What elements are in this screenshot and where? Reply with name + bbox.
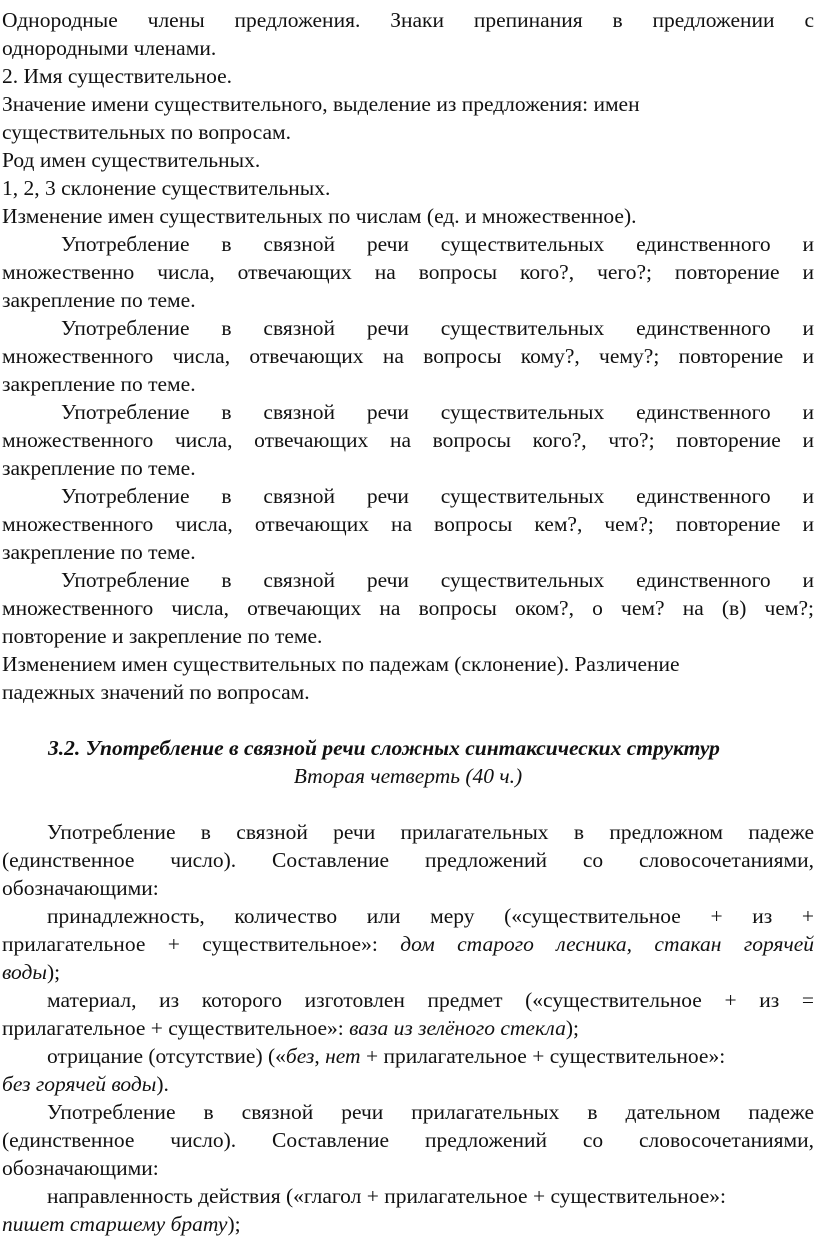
text-line: закрепление по теме. (2, 288, 196, 312)
text-line: Род имен существительных. (2, 148, 261, 172)
text-line: Однородные члены предложения. Знаки препинания в предложении с (2, 8, 814, 32)
example-text: воды (2, 960, 47, 984)
text-line: Употребление в связной речи существительных единственного и (61, 232, 814, 256)
text-line: закрепление по теме. (2, 456, 196, 480)
text-span: ); (46, 960, 61, 984)
text-line: Значение имени существительного, выделение из предложения: имен (2, 92, 640, 116)
paragraph-line: обозначающими: (2, 876, 159, 900)
text-line: множественного числа, отвечающих на вопросы кем?, чем?; повторение и (2, 512, 814, 536)
text-line: однородными членами. (2, 36, 217, 60)
text-line: Употребление в связной речи существительных единственного и (61, 400, 814, 424)
example-text: дом старого лесника, стакан горячей (400, 932, 814, 956)
text-line: Изменением имен существительных по падежам (склонение). Различение (2, 652, 680, 676)
paragraph-line: направленность действия («глагол + прилагательное + существительное»: (47, 1184, 726, 1208)
text-line: множественного числа, отвечающих на вопросы кому?, чему?; повторение и (2, 344, 814, 368)
example-text: нет (325, 1044, 361, 1068)
paragraph-line (2, 1070, 814, 1098)
paragraph-line (2, 958, 814, 986)
text-span: прилагательное + существительное»: (2, 1016, 350, 1040)
example-text: без горячей воды (2, 1072, 157, 1096)
paragraph-line (2, 930, 814, 958)
paragraph-line (2, 1210, 814, 1238)
text-line: Употребление в связной речи существительных единственного и (61, 316, 814, 340)
paragraph-line: материал, из которого изготовлен предмет («существительное + из = (47, 988, 814, 1012)
text-line: падежных значений по вопросам. (2, 680, 310, 704)
text-line: закрепление по теме. (2, 540, 196, 564)
paragraph-line: (единственное число). Составление предложений со словосочетаниями, (2, 1128, 814, 1152)
text-line: множественного числа, отвечающих на вопросы оком?, о чем? на (в) чем?; (2, 596, 814, 620)
paragraph-line (2, 1014, 814, 1042)
text-line: множественно числа, отвечающих на вопросы кого?, чего?; повторение и (2, 260, 814, 284)
text-span: ). (156, 1072, 169, 1096)
text-line: Употребление в связной речи существительных единственного и (61, 484, 814, 508)
text-line: множественного числа, отвечающих на вопросы кого?, что?; повторение и (2, 428, 814, 452)
text-line: повторение и закрепление по теме. (2, 624, 323, 648)
text-span: ); (565, 1016, 579, 1040)
text-line: Изменение имен существительных по числам (ед. и множественное). (2, 204, 637, 228)
paragraph-line: Употребление в связной речи прилагательных в дательном падеже (47, 1100, 814, 1124)
text-line: закрепление по теме. (2, 372, 196, 396)
text-line: существительных по вопросам. (2, 120, 292, 144)
text-span: ); (227, 1212, 241, 1236)
quarter-subtitle: Вторая четверть (40 ч.) (293, 764, 523, 788)
paragraph-line: (единственное число). Составление предложений со словосочетаниями, (2, 848, 814, 872)
text-line: 1, 2, 3 склонение существительных. (2, 176, 331, 200)
paragraph-line: Употребление в связной речи прилагательных в предложном падеже (47, 820, 814, 844)
example-text: ваза из зелёного стекла (349, 1016, 566, 1040)
example-text: пишет старшему брату (2, 1212, 228, 1236)
text-span: , (314, 1044, 326, 1068)
paragraph-line: принадлежность, количество или меру («существительное + из + (47, 904, 814, 928)
paragraph-line (2, 1042, 814, 1070)
paragraph-line: обозначающими: (2, 1156, 159, 1180)
text-line: 2. Имя существительное. (2, 64, 233, 88)
example-text: без (285, 1044, 315, 1068)
text-line: Употребление в связной речи существительных единственного и (61, 568, 814, 592)
text-span: отрицание (отсутствие) (« (47, 1044, 286, 1068)
text-span: прилагательное + существительное»: (2, 932, 401, 956)
text-span: + прилагательное + существительное»: (360, 1044, 726, 1068)
section-heading: 3.2. Употребление в связной речи сложных синтаксических структур (48, 736, 720, 760)
